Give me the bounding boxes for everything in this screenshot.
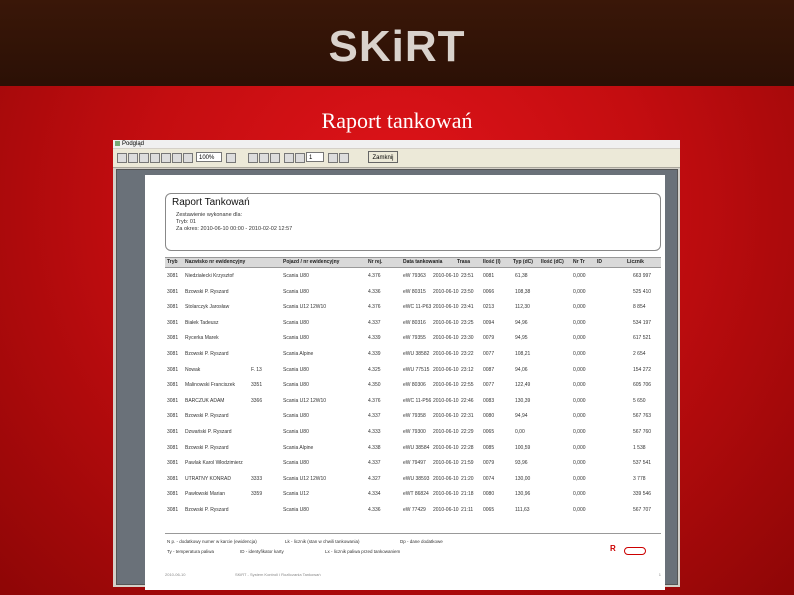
table-cell: 0,000 bbox=[573, 429, 586, 435]
table-cell: 4.339 bbox=[368, 335, 381, 342]
table-cell: 0081 bbox=[483, 273, 495, 279]
company-logo bbox=[610, 543, 646, 555]
window-titlebar bbox=[113, 140, 680, 148]
table-cell: eW 80306 bbox=[403, 382, 426, 389]
report-header-box bbox=[165, 193, 661, 251]
table-cell: eW 79300 bbox=[403, 429, 426, 435]
table-cell: Bzowski P. Ryszard bbox=[185, 288, 229, 295]
table-cell: 567 707 bbox=[633, 507, 652, 513]
header-line: Tryb: 01 bbox=[176, 219, 196, 225]
table-cell: Scania U80 bbox=[283, 460, 309, 467]
logo-mark: R bbox=[610, 544, 616, 553]
table-cell: 3081 bbox=[167, 413, 179, 420]
footer-page: 1 bbox=[658, 572, 661, 577]
col-header: Ilość (l) bbox=[483, 259, 501, 265]
table-row bbox=[165, 393, 661, 409]
table-cell: 0077 bbox=[483, 382, 495, 389]
zoom-out-icon[interactable] bbox=[183, 153, 193, 163]
table-cell: 3 778 bbox=[633, 475, 646, 482]
report-title: Raport Tankowań bbox=[172, 197, 250, 208]
footer-date: 2010-06-10 bbox=[165, 572, 186, 577]
table-cell: Scania U80 bbox=[283, 507, 309, 513]
table-cell: eW 79355 bbox=[403, 335, 426, 342]
table-cell: 0083 bbox=[483, 397, 495, 404]
preview-window bbox=[113, 140, 680, 587]
table-cell: 22:31 bbox=[461, 413, 474, 420]
table-header bbox=[165, 257, 661, 268]
table-cell: Scania U80 bbox=[283, 413, 309, 420]
table-cell: Bzowski P. Ryszard bbox=[185, 351, 229, 357]
table-cell: 0079 bbox=[483, 335, 495, 342]
table-cell: eWC 11-P56 bbox=[403, 397, 432, 404]
table-cell: Malinowski Franciszek bbox=[185, 382, 236, 389]
table-cell: 4.337 bbox=[368, 460, 381, 467]
legend-item: Dp - dane dodatkowe bbox=[400, 539, 443, 544]
table-cell: 2010-06-10 bbox=[433, 319, 459, 326]
table-cell: 112,30 bbox=[515, 304, 530, 311]
zoom-in-icon[interactable] bbox=[172, 153, 182, 163]
table-cell: 108,38 bbox=[515, 288, 531, 295]
table-cell: 1 538 bbox=[633, 444, 646, 451]
table-cell: Rycerka Marek bbox=[185, 335, 219, 342]
table-cell: Scania U80 bbox=[283, 273, 309, 279]
table-row bbox=[165, 471, 661, 487]
table-row bbox=[165, 268, 661, 284]
slide-title: Raport tankowań bbox=[321, 108, 473, 133]
table-cell: 4.334 bbox=[368, 491, 381, 498]
next-page-icon[interactable] bbox=[328, 153, 338, 163]
table-cell: 0077 bbox=[483, 351, 495, 357]
table-cell: 22:29 bbox=[461, 429, 474, 435]
table-cell: Scania U12 12W10 bbox=[283, 475, 327, 482]
table-cell: 8 854 bbox=[633, 304, 646, 311]
header-line: Za okres: 2010-06-10 00:00 - 2010-02-02 12:57 bbox=[176, 226, 293, 232]
table-cell: 94,96 bbox=[515, 319, 528, 326]
table-cell: 0,000 bbox=[573, 413, 586, 420]
table-cell: 0080 bbox=[483, 491, 495, 498]
table-cell: Stolarczyk Jarosław bbox=[185, 304, 230, 311]
find-icon[interactable] bbox=[161, 153, 171, 163]
table-cell: 0,000 bbox=[573, 382, 586, 389]
last-page-icon[interactable] bbox=[339, 153, 349, 163]
table-cell: eW 80316 bbox=[403, 319, 426, 326]
table-cell: 0,000 bbox=[573, 460, 586, 467]
table-cell: 537 541 bbox=[633, 460, 652, 467]
table-cell: 21:20 bbox=[461, 475, 474, 482]
table-row bbox=[165, 346, 661, 362]
table-cell: 0079 bbox=[483, 460, 495, 467]
two-pages-icon[interactable] bbox=[259, 153, 269, 163]
table-cell: 0094 bbox=[483, 319, 495, 326]
table-cell: 0,000 bbox=[573, 335, 586, 342]
table-cell: 4.376 bbox=[368, 273, 381, 279]
table-cell: eW 79497 bbox=[403, 460, 426, 467]
table-row bbox=[165, 486, 661, 502]
table-cell: 21:18 bbox=[461, 491, 474, 498]
table-cell: Scania U80 bbox=[283, 382, 309, 389]
col-header: Data tankowania bbox=[403, 259, 443, 265]
table-cell: 22:28 bbox=[461, 444, 474, 451]
table-cell: 0,000 bbox=[573, 288, 586, 295]
window-title: Podgląd bbox=[122, 141, 145, 147]
table-cell: 339 546 bbox=[633, 491, 652, 498]
table-cell: 617 521 bbox=[633, 335, 652, 342]
table-cell: 23:30 bbox=[461, 335, 474, 342]
save-icon[interactable] bbox=[139, 153, 149, 163]
table-row bbox=[165, 315, 661, 331]
table-cell: eW 80315 bbox=[403, 288, 426, 295]
table-cell: 154 272 bbox=[633, 366, 652, 373]
table-cell: 0065 bbox=[483, 507, 495, 513]
table-cell: 94,95 bbox=[515, 335, 528, 342]
col-header: Nr Tr bbox=[573, 259, 585, 265]
table-cell: 2010-06-10 bbox=[433, 460, 459, 467]
table-cell: 0074 bbox=[483, 475, 495, 482]
table-cell: 61,38 bbox=[515, 273, 528, 279]
table-row bbox=[165, 440, 661, 456]
first-page-icon[interactable] bbox=[284, 153, 294, 163]
table-cell: 663 997 bbox=[633, 273, 652, 279]
table-cell: 0,000 bbox=[573, 507, 586, 513]
table-cell: 130,39 bbox=[515, 397, 531, 404]
single-page-icon[interactable] bbox=[248, 153, 258, 163]
table-cell: 3081 bbox=[167, 491, 179, 498]
table-cell: Niedziałecki Krzysztof bbox=[185, 273, 234, 279]
table-cell: eW 79358 bbox=[403, 413, 426, 420]
table-row bbox=[165, 284, 661, 300]
table-cell: 0,000 bbox=[573, 319, 586, 326]
table-cell: 2010-06-10 bbox=[433, 413, 459, 420]
col-header: Typ (dC) bbox=[513, 259, 533, 265]
table-cell: 2010-06-10 bbox=[433, 382, 459, 389]
table-cell: eWC 11-P63 bbox=[403, 304, 432, 311]
table-cell: 3081 bbox=[167, 475, 179, 482]
brand-logo-text: SKiRT bbox=[328, 22, 466, 71]
table-cell: 3081 bbox=[167, 335, 179, 342]
table-cell: Scania U12 bbox=[283, 491, 309, 498]
table-cell: 0087 bbox=[483, 366, 495, 373]
table-cell: 3081 bbox=[167, 319, 179, 326]
app-icon bbox=[115, 141, 120, 146]
table-cell: 3081 bbox=[167, 444, 179, 451]
table-cell: 3351 bbox=[251, 382, 263, 389]
table-cell: 0066 bbox=[483, 288, 495, 295]
col-header: ID bbox=[597, 259, 602, 265]
table-cell: 4.325 bbox=[368, 366, 381, 373]
header-line: Zestawienie wykonane dla: bbox=[176, 212, 243, 218]
col-header: Nr rej. bbox=[368, 259, 383, 265]
table-cell: eWU 38584 bbox=[403, 444, 430, 451]
preview-area[interactable] bbox=[116, 169, 678, 585]
table-cell: Scania U80 bbox=[283, 288, 309, 295]
print-icon[interactable] bbox=[117, 153, 127, 163]
table-cell: 3081 bbox=[167, 304, 179, 311]
table-cell: 534 197 bbox=[633, 319, 652, 326]
table-cell: 3359 bbox=[251, 491, 263, 498]
table-cell: 3081 bbox=[167, 351, 179, 357]
col-header: Trasa bbox=[457, 259, 471, 265]
table-cell: 0,000 bbox=[573, 366, 586, 373]
print-setup-icon[interactable] bbox=[128, 153, 138, 163]
table-cell: eWT 86824 bbox=[403, 491, 429, 498]
table-cell: 23:51 bbox=[461, 273, 474, 279]
table-cell: 0,00 bbox=[515, 429, 525, 435]
table-cell: 21:59 bbox=[461, 460, 474, 467]
table-cell: 3333 bbox=[251, 475, 263, 482]
table-cell: Pawlak Karol Włodzimierz bbox=[185, 460, 243, 467]
table-cell: 4.337 bbox=[368, 413, 381, 420]
table-cell: 4.338 bbox=[368, 444, 381, 451]
col-header: Licznik bbox=[627, 259, 644, 265]
table-cell: 4.336 bbox=[368, 507, 381, 513]
table-cell: 4.339 bbox=[368, 351, 381, 357]
table-cell: 3081 bbox=[167, 366, 179, 373]
table-cell: 2010-06-10 bbox=[433, 351, 459, 357]
table-cell: 525 410 bbox=[633, 288, 652, 295]
table-cell: 0080 bbox=[483, 413, 495, 420]
legend-item: Lx - licznik paliwa przed tankowaniem bbox=[325, 549, 401, 554]
table-cell: 130,96 bbox=[515, 491, 531, 498]
table-cell: 3081 bbox=[167, 382, 179, 389]
footer-divider bbox=[165, 533, 661, 534]
table-cell: eWU 38593 bbox=[403, 475, 430, 482]
table-cell: 2010-06-10 bbox=[433, 475, 459, 482]
table-cell: Pawłowski Marian bbox=[185, 491, 226, 498]
open-icon[interactable] bbox=[150, 153, 160, 163]
table-cell: 567 760 bbox=[633, 429, 652, 435]
table-cell: 0213 bbox=[483, 304, 495, 311]
table-cell: 0085 bbox=[483, 444, 495, 451]
col-header: Pojazd / nr ewidencyjny bbox=[283, 259, 340, 265]
table-cell: 3081 bbox=[167, 288, 179, 295]
table-cell: 22:46 bbox=[461, 397, 474, 404]
zoom-select[interactable]: 100% bbox=[196, 152, 222, 162]
table-cell: Scania U80 bbox=[283, 429, 309, 435]
table-cell: 2010-06-10 bbox=[433, 491, 459, 498]
toolbar bbox=[113, 149, 680, 168]
table-row bbox=[165, 362, 661, 378]
table-cell: 4.333 bbox=[368, 429, 381, 435]
table-cell: 2010-06-10 bbox=[433, 304, 459, 311]
table-cell: 23:12 bbox=[461, 366, 474, 373]
table-cell: 0,000 bbox=[573, 475, 586, 482]
table-cell: 23:50 bbox=[461, 288, 474, 295]
table-row bbox=[165, 299, 661, 315]
table-cell: 2010-06-10 bbox=[433, 507, 459, 513]
table-cell: 4.327 bbox=[368, 475, 381, 482]
legend-item: ID - identyfikator karty bbox=[240, 549, 284, 554]
table-cell: 3081 bbox=[167, 397, 179, 404]
table-cell: eWU 77515 bbox=[403, 366, 430, 373]
table-cell: 2010-06-10 bbox=[433, 273, 459, 279]
table-cell: Scania U12 12W10 bbox=[283, 304, 327, 311]
table-row bbox=[165, 330, 661, 346]
table-cell: 4.336 bbox=[368, 288, 381, 295]
table-cell: 0065 bbox=[483, 429, 495, 435]
table-cell: Dzwański P. Ryszard bbox=[185, 429, 232, 435]
table-cell: eW 79363 bbox=[403, 273, 426, 279]
table-cell: eWU 38582 bbox=[403, 351, 430, 357]
table-cell: 4.376 bbox=[368, 397, 381, 404]
table-cell: Scania U80 bbox=[283, 366, 309, 373]
table-cell: 2 654 bbox=[633, 351, 646, 357]
footer-system: SKiRT - System Kontroli i Rozliczania Tankowań bbox=[235, 572, 321, 577]
legend-item: N p. - dodatkowy numer w karcie (ewidencja) bbox=[167, 539, 257, 544]
table-cell: 0,000 bbox=[573, 444, 586, 451]
table-cell: Nowak bbox=[185, 366, 201, 373]
table-cell: 3081 bbox=[167, 460, 179, 467]
table-cell: Białek Tadeusz bbox=[185, 319, 219, 326]
table-cell: UTRATNY KONRAD bbox=[185, 475, 231, 482]
table-cell: 2010-06-10 bbox=[433, 397, 459, 404]
table-cell: 3081 bbox=[167, 273, 179, 279]
table-row bbox=[165, 377, 661, 393]
prev-page-icon[interactable] bbox=[295, 153, 305, 163]
table-cell: 122,49 bbox=[515, 382, 531, 389]
table-cell: 3081 bbox=[167, 507, 179, 513]
table-cell: 23:41 bbox=[461, 304, 474, 311]
col-header: Nazwisko nr ewidencyjny bbox=[185, 259, 246, 265]
table-cell: Scania U12 12W10 bbox=[283, 397, 327, 404]
table-cell: Scania Alpine bbox=[283, 444, 314, 451]
table-row bbox=[165, 424, 661, 440]
table-cell: Bzowski P. Ryszard bbox=[185, 413, 229, 420]
table-cell: 4.376 bbox=[368, 304, 381, 311]
multi-page-icon[interactable] bbox=[270, 153, 280, 163]
table-cell: 23:22 bbox=[461, 351, 474, 357]
table-cell: 2010-06-10 bbox=[433, 444, 459, 451]
table-cell: 130,00 bbox=[515, 475, 531, 482]
table-cell: 2010-06-10 bbox=[433, 288, 459, 295]
table-cell: 108,21 bbox=[515, 351, 531, 357]
zoom-options-icon[interactable] bbox=[226, 153, 236, 163]
table-cell: F. 13 bbox=[251, 366, 262, 373]
table-cell: 4.350 bbox=[368, 382, 381, 389]
table-cell: Bzowski P. Ryszard bbox=[185, 444, 229, 451]
table-cell: 3081 bbox=[167, 429, 179, 435]
table-row bbox=[165, 502, 661, 518]
table-cell: 100,59 bbox=[515, 444, 531, 451]
table-cell: Scania U80 bbox=[283, 335, 309, 342]
table-cell: 567 763 bbox=[633, 413, 652, 420]
col-header: Tryb bbox=[167, 259, 178, 265]
table-cell: 23:25 bbox=[461, 319, 474, 326]
table-cell: Bzowski P. Ryszard bbox=[185, 507, 229, 513]
table-cell: 2010-06-10 bbox=[433, 335, 459, 342]
table-cell: 2010-06-10 bbox=[433, 429, 459, 435]
report-page bbox=[145, 175, 665, 590]
table-cell: 0,000 bbox=[573, 304, 586, 311]
table-cell: 21:11 bbox=[461, 507, 474, 513]
legend-item: Ty - temperatura paliwa bbox=[167, 549, 215, 554]
close-button[interactable]: Zamknij bbox=[368, 151, 398, 163]
page-number-input[interactable]: 1 bbox=[306, 152, 324, 162]
table-cell: 94,06 bbox=[515, 366, 528, 373]
table-cell: 2010-06-10 bbox=[433, 366, 459, 373]
table-cell: eW 77429 bbox=[403, 507, 426, 513]
table-cell: 5 650 bbox=[633, 397, 646, 404]
col-header: Ilość (dC) bbox=[541, 259, 564, 265]
table-cell: 0,000 bbox=[573, 273, 586, 279]
table-cell: Scania Alpine bbox=[283, 351, 314, 357]
table-cell: 0,000 bbox=[573, 397, 586, 404]
table-cell: Scania U80 bbox=[283, 319, 309, 326]
legend-item: Lk - licznik (stan w chwili tankowania) bbox=[285, 539, 360, 544]
logo-swoosh bbox=[624, 547, 646, 555]
table-cell: 4.337 bbox=[368, 319, 381, 326]
table-cell: 22:55 bbox=[461, 382, 474, 389]
table-cell: BARCZUK ADAM bbox=[185, 397, 225, 404]
table-cell: 605 706 bbox=[633, 382, 652, 389]
table-cell: 94,94 bbox=[515, 413, 528, 420]
table-cell: 111,63 bbox=[515, 507, 530, 513]
table-row bbox=[165, 455, 661, 471]
table-cell: 0,000 bbox=[573, 491, 586, 498]
table-cell: 0,000 bbox=[573, 351, 586, 357]
table-cell: 93,96 bbox=[515, 460, 528, 467]
table-cell: 3366 bbox=[251, 397, 263, 404]
table-row bbox=[165, 408, 661, 424]
